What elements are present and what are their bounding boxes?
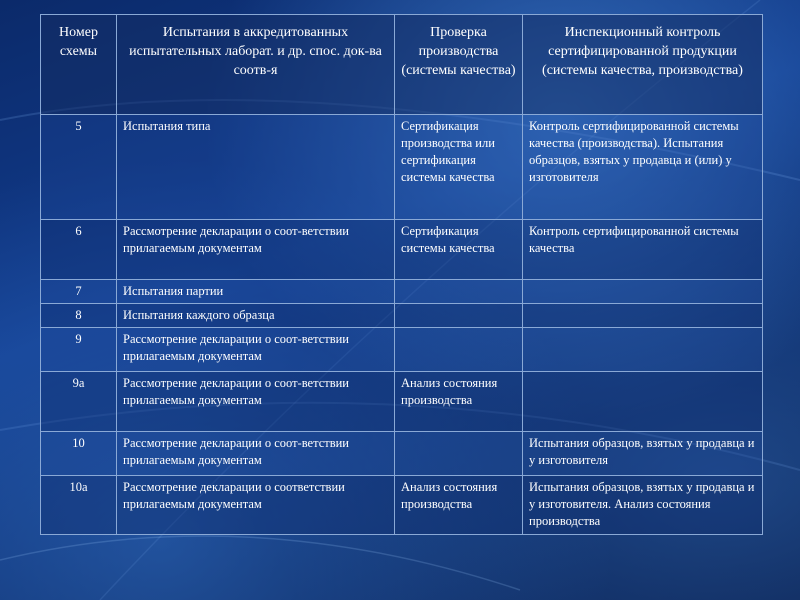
table-row [41,372,763,432]
scheme-number-cell: 8 [41,304,117,328]
table-row [41,476,763,535]
tests-cell: Рассмотрение декларации о соот-ветствии прилагаемым документам [117,220,395,280]
production-cell [395,280,523,304]
scheme-number-cell: 7 [41,280,117,304]
tests-cell: Испытания типа [117,115,395,220]
table-row [41,304,763,328]
scheme-number-cell: 10а [41,476,117,535]
scheme-number-cell: 6 [41,220,117,280]
production-cell [395,304,523,328]
header-inspection-control: Инспекционный контроль сертифицированной продукции (системы качества, производства) [523,15,763,115]
production-cell: Сертификация производства или сертификация системы качества [395,115,523,220]
scheme-number-cell: 9а [41,372,117,432]
inspection-cell: Контроль сертифицированной системы качества (производства). Испытания образцов, взятых у продавца и (или) у изготовителя [523,115,763,220]
inspection-cell: Испытания образцов, взятых у продавца и у изготовителя. Анализ состояния производства [523,476,763,535]
production-cell [395,328,523,372]
inspection-cell [523,372,763,432]
production-cell: Сертификация системы качества [395,220,523,280]
production-cell: Анализ состояния производства [395,372,523,432]
inspection-cell [523,304,763,328]
tests-cell: Рассмотрение декларации о соот-ветствии прилагаемым документам [117,372,395,432]
table-row [41,328,763,372]
table-row [41,115,763,220]
certification-schemes-table [40,14,763,535]
tests-cell: Испытания каждого образца [117,304,395,328]
tests-cell: Рассмотрение декларации о соот-ветствии прилагаемым документам [117,432,395,476]
table-row [41,280,763,304]
table-row [41,432,763,476]
inspection-cell: Контроль сертифицированной системы качества [523,220,763,280]
scheme-number-cell: 9 [41,328,117,372]
table-row [41,220,763,280]
header-production-check: Проверка производства (системы качества) [395,15,523,115]
scheme-number-cell: 10 [41,432,117,476]
production-cell: Анализ состояния производства [395,476,523,535]
tests-cell: Рассмотрение декларации о соответствии прилагаемым документам [117,476,395,535]
tests-cell: Рассмотрение декларации о соот-ветствии прилагаемым документам [117,328,395,372]
inspection-cell [523,328,763,372]
inspection-cell: Испытания образцов, взятых у продавца и у изготовителя [523,432,763,476]
inspection-cell [523,280,763,304]
production-cell [395,432,523,476]
tests-cell: Испытания партии [117,280,395,304]
table-header-row [41,15,763,115]
header-accredited-tests: Испытания в аккредитованных испытательных лаборат. и др. спос. док-ва соотв-я [117,15,395,115]
header-scheme-number: Номер схемы [41,15,117,115]
scheme-number-cell: 5 [41,115,117,220]
